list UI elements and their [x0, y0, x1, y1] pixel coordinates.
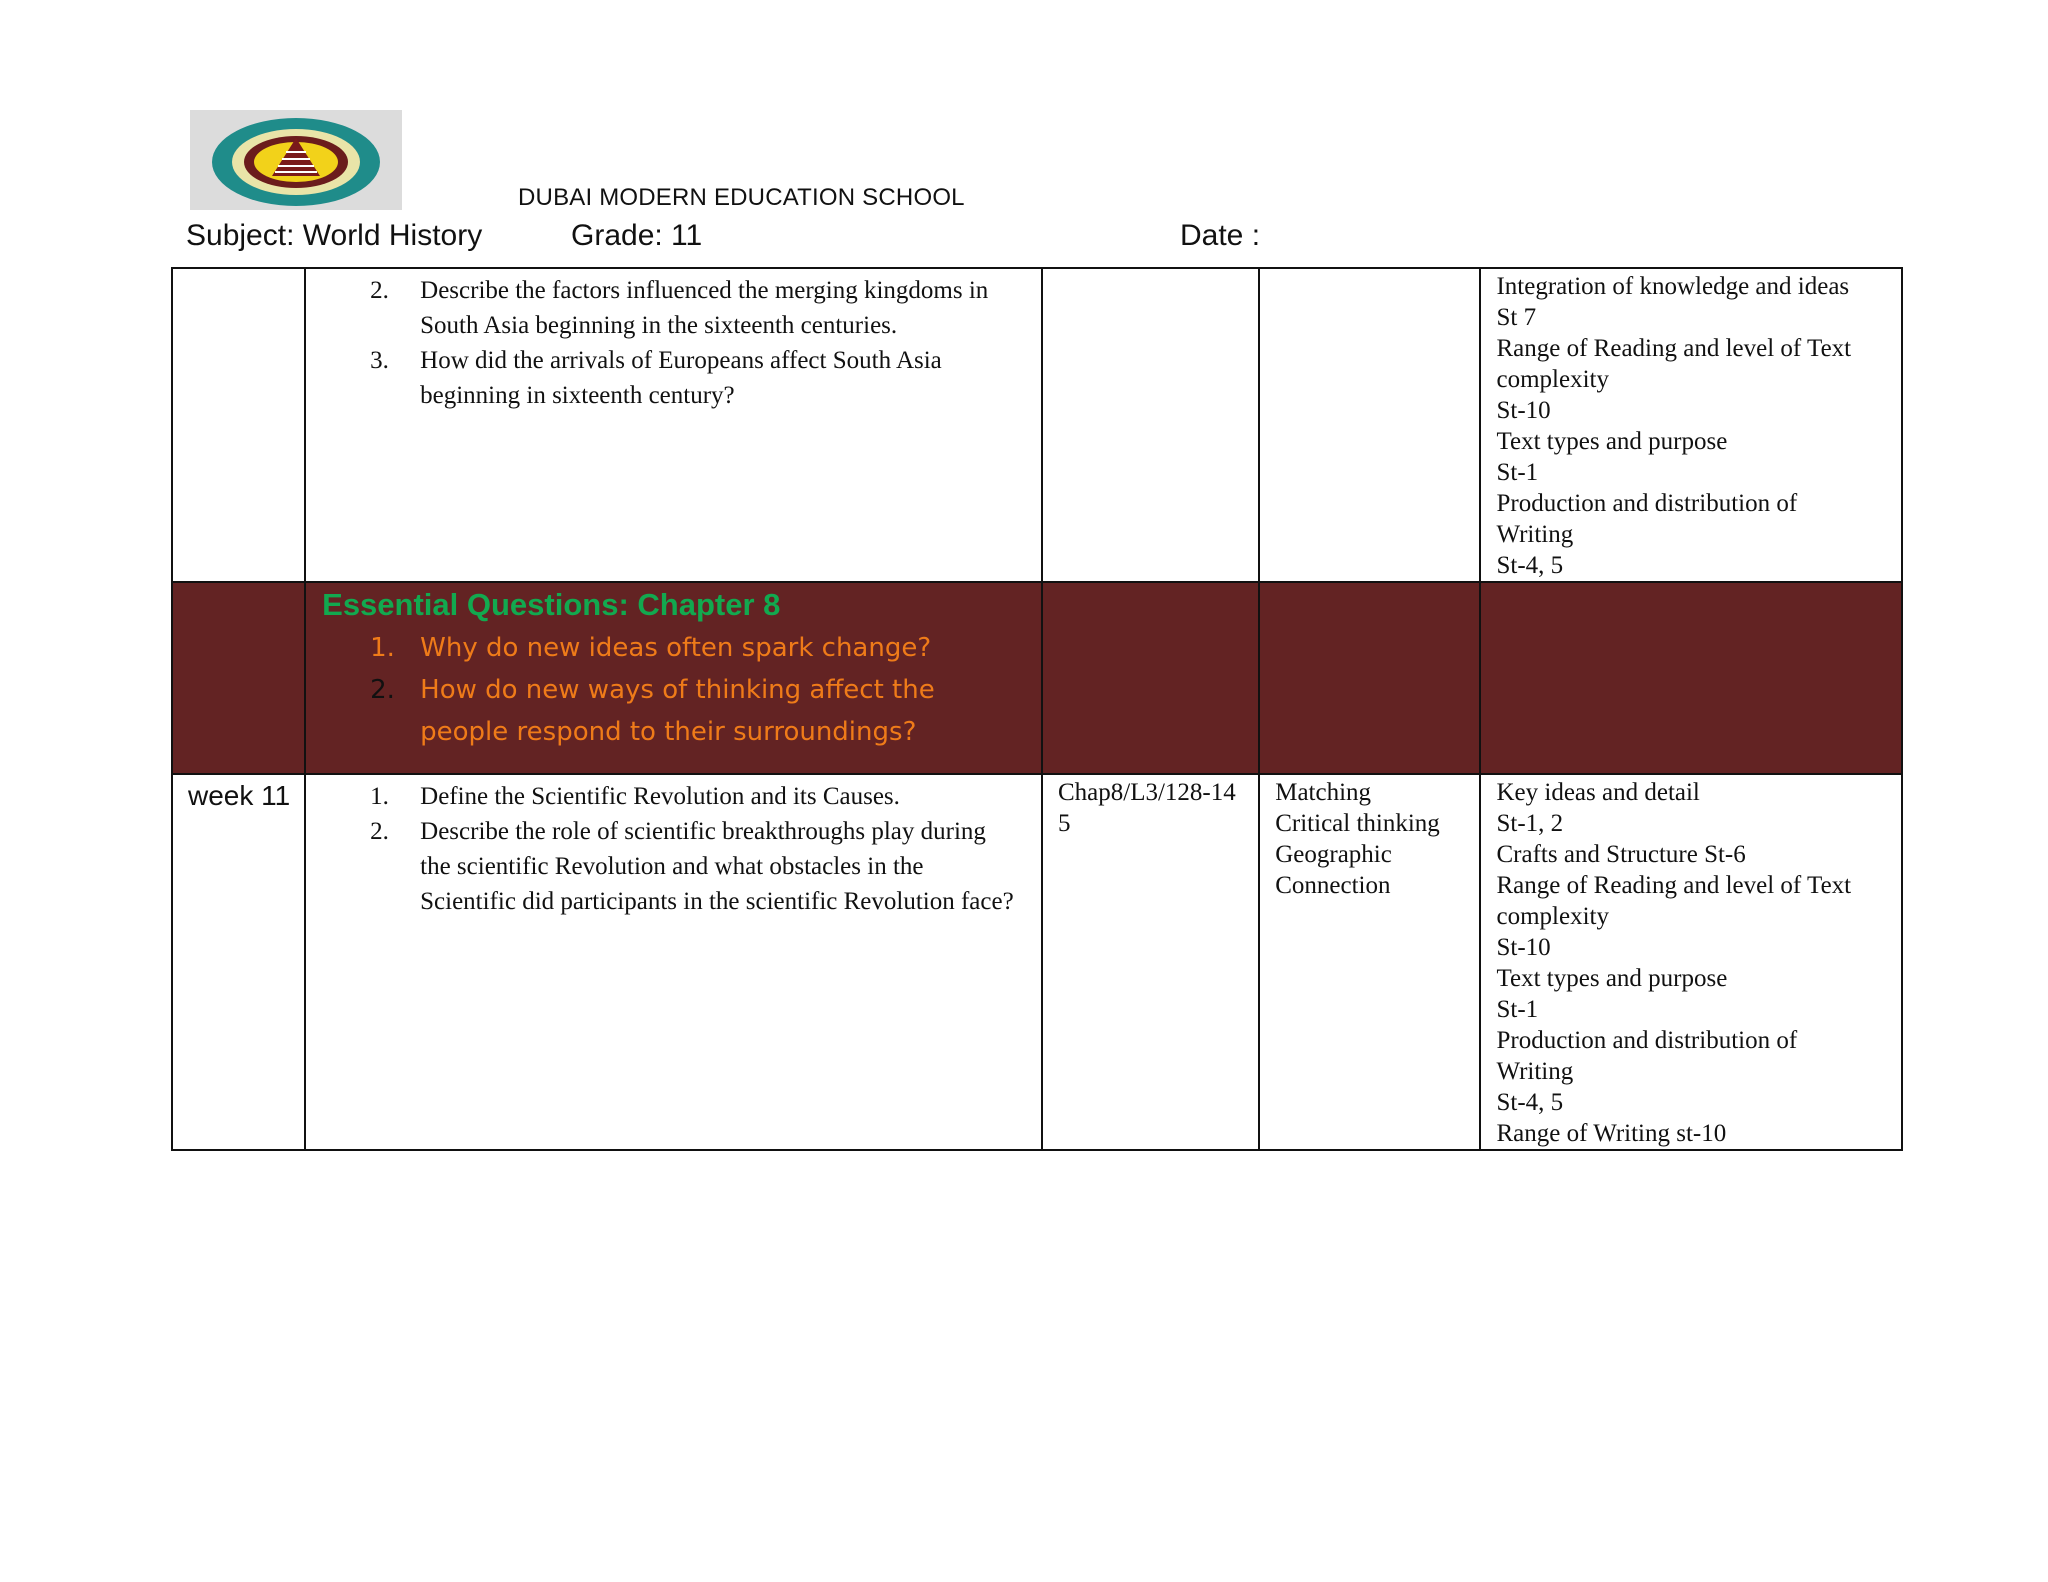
standards-cell — [1480, 268, 1902, 582]
resources-cell — [1042, 582, 1259, 774]
activity-line: Geographic — [1275, 841, 1392, 868]
activities-cell — [1259, 582, 1480, 774]
activities-cell — [1259, 774, 1480, 1150]
standard-line: St 7 — [1496, 304, 1537, 331]
activity-line: Critical thinking — [1275, 810, 1440, 837]
lesson-plan-table — [171, 267, 1903, 1151]
standard-line: complexity — [1496, 903, 1609, 930]
standards-cell — [1480, 582, 1902, 774]
essential-question: 2. How do new ways of thinking affect the people respond to their surroundings? — [370, 675, 935, 747]
standard-line: Text types and purpose — [1496, 965, 1728, 992]
standard-line: St-10 — [1496, 397, 1551, 424]
standard-line: Range of Reading and level of Text — [1496, 872, 1852, 899]
objective-item: 2. Describe the role of scientific breakthroughs play during the scientific Revolution and what obstacles in the Scientific did participants in the scientific Revolution face? — [370, 818, 1014, 915]
standard-line: St-4, 5 — [1496, 1089, 1564, 1116]
essential-question: 1. Why do new ideas often spark change? — [370, 633, 932, 663]
resource-line: Chap8/L3/128-14 — [1057, 779, 1236, 806]
activity-line: Connection — [1275, 872, 1391, 899]
grade-label: Grade: 11 — [571, 219, 703, 252]
standard-line: Production and distribution of — [1496, 490, 1798, 517]
objective-item: 2. Describe the factors influenced the merging kingdoms in South Asia beginning in the sixteenth centuries. — [370, 277, 989, 339]
essential-questions-cell — [305, 582, 1042, 774]
essential-questions-title: Essential Questions: Chapter 8 — [322, 587, 781, 622]
standard-line: Key ideas and detail — [1496, 779, 1700, 806]
table-row — [172, 268, 1902, 582]
week-cell — [172, 268, 305, 582]
resources-cell — [1042, 774, 1259, 1150]
standard-line: Production and distribution of — [1496, 1027, 1798, 1054]
objectives-cell — [305, 268, 1042, 582]
standard-line: Range of Writing st-10 — [1496, 1120, 1727, 1147]
activities-cell — [1259, 268, 1480, 582]
standard-line: Range of Reading and level of Text — [1496, 335, 1852, 362]
standard-line: St-1, 2 — [1496, 810, 1564, 837]
school-seal-icon — [190, 110, 402, 210]
standard-line: Writing — [1496, 521, 1574, 548]
standard-line: St-1 — [1496, 996, 1539, 1023]
week-cell — [172, 582, 305, 774]
resource-line: 5 — [1057, 810, 1071, 837]
table-row — [172, 774, 1902, 1150]
essential-questions-row — [172, 582, 1902, 774]
date-label: Date : — [1180, 219, 1261, 252]
objective-item: 3. How did the arrivals of Europeans affect South Asia beginning in sixteenth century? — [370, 347, 942, 409]
resources-cell — [1042, 268, 1259, 582]
activity-line: Matching — [1275, 779, 1372, 806]
standards-cell — [1480, 774, 1902, 1150]
standard-line: complexity — [1496, 366, 1609, 393]
objectives-cell — [305, 774, 1042, 1150]
standard-line: St-1 — [1496, 459, 1539, 486]
school-name: DUBAI MODERN EDUCATION SCHOOL — [518, 184, 965, 211]
standard-line: St-4, 5 — [1496, 552, 1564, 579]
standard-line: St-10 — [1496, 934, 1551, 961]
school-logo — [190, 110, 402, 210]
objective-item: 1. Define the Scientific Revolution and its Causes. — [370, 783, 900, 810]
subject-label: Subject: World History — [186, 219, 483, 252]
standard-line: Integration of knowledge and ideas — [1496, 273, 1850, 300]
week-label: week 11 — [188, 780, 291, 811]
standard-line: Text types and purpose — [1496, 428, 1728, 455]
standard-line: Crafts and Structure St-6 — [1496, 841, 1746, 868]
standard-line: Writing — [1496, 1058, 1574, 1085]
week-cell — [172, 774, 305, 1150]
